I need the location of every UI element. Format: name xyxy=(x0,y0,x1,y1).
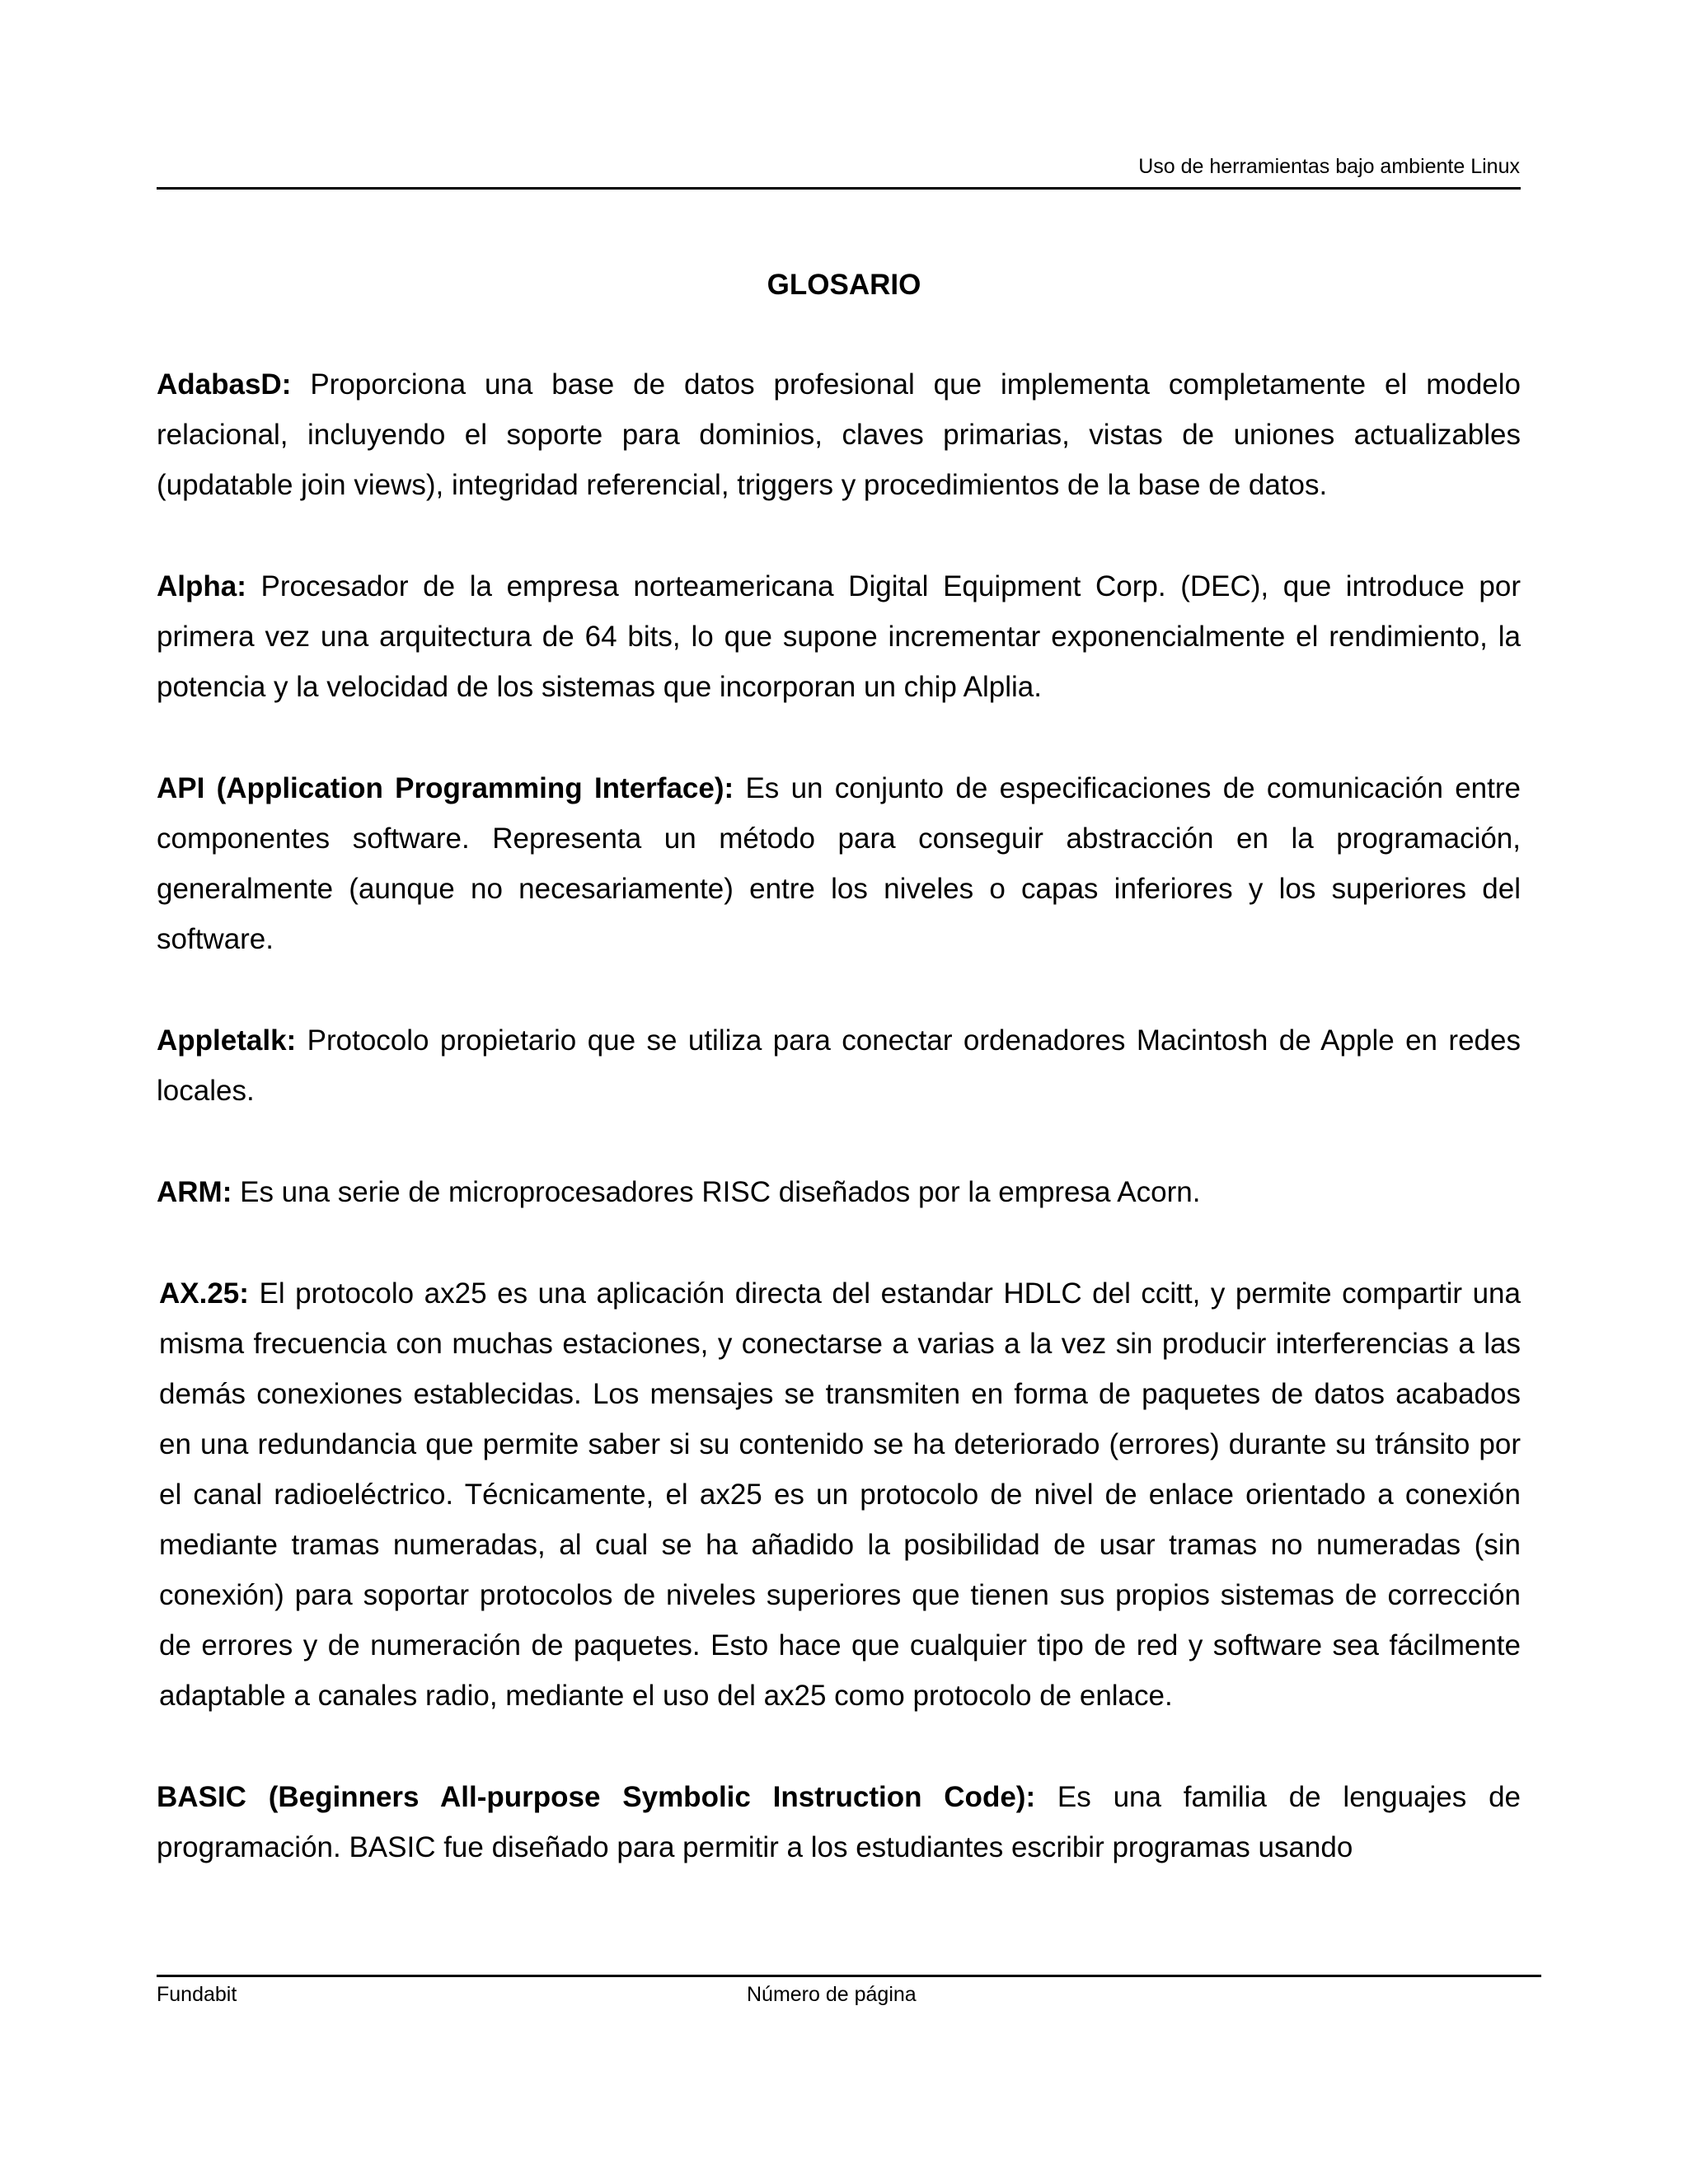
footer-organization: Fundabit xyxy=(157,1983,237,2006)
glossary-term: Appletalk: xyxy=(157,1024,297,1057)
glossary-definition: Es un conjunto de especificaciones de comunicación entre componentes software. Representa un método para conseguir abstracción en la programación, generalmente (aunque no necesariamente) entre los niveles o capas inferiores y los superiores del software. xyxy=(157,772,1521,955)
glossary-term: API (Application Programming Interface): xyxy=(157,772,734,804)
glossary-entry-api xyxy=(157,763,1521,964)
glossary-definition: Proporciona una base de datos profesional que implementa completamente el modelo relacional, incluyendo el soporte para dominios, claves primarias, vistas de uniones actualizables (updatable join views), integridad referencial, triggers y procedimientos de la base de datos. xyxy=(157,368,1521,501)
glossary-definition: Protocolo propietario que se utiliza para conectar ordenadores Macintosh de Apple en redes locales. xyxy=(157,1024,1521,1107)
header-divider xyxy=(157,187,1521,190)
glossary-term: AX.25: xyxy=(159,1277,249,1310)
glossary-entry-alpha xyxy=(157,561,1521,712)
glossary-list xyxy=(157,359,1521,1924)
glossary-term: ARM: xyxy=(157,1176,232,1208)
page-title: GLOSARIO xyxy=(767,269,921,301)
footer-page-number: Número de página xyxy=(747,1983,917,2006)
glossary-definition: Es una familia de lenguajes de programación. BASIC fue diseñado para permitir a los estudiantes escribir programas usando xyxy=(157,1781,1522,1863)
glossary-entry-appletalk xyxy=(157,1015,1521,1116)
glossary-term: Alpha: xyxy=(157,570,246,602)
glossary-entry-ax25 xyxy=(159,1268,1521,1721)
glossary-term: BASIC (Beginners All-purpose Symbolic Instruction Code): xyxy=(157,1781,1036,1813)
glossary-definition: Procesador de la empresa norteamericana Digital Equipment Corp. (DEC), que introduce por primera vez una arquitectura de 64 bits, lo que supone incrementar exponencialmente el rendimiento, la potencia y la velocidad de los sistemas que incorporan un chip Alplia. xyxy=(157,570,1522,703)
glossary-entry-basic xyxy=(157,1772,1521,1872)
glossary-entry-arm xyxy=(157,1167,1521,1217)
footer-divider xyxy=(157,1975,1541,1977)
glossary-term: AdabasD: xyxy=(157,368,292,401)
glossary-definition: Es una serie de microprocesadores RISC diseñados por la empresa Acorn. xyxy=(240,1176,1201,1208)
glossary-definition: El protocolo ax25 es una aplicación directa del estandar HDLC del ccitt, y permite compartir una misma frecuencia con muchas estaciones, y conectarse a varias a la vez sin producir interferencias a las demás conexiones establecidas. Los mensajes se transmiten en forma de paquetes de datos acabados en una redundancia que permite saber si su contenido se ha deteriorado (errores) durante su tránsito por el canal radioeléctrico. Técnicamente, el ax25 es un protocolo de nivel de enlace orientado a conexión mediante tramas numeradas, al cual se ha añadido la posibilidad de usar tramas no numeradas (sin conexión) para soportar protocolos de niveles superiores que tienen sus propios sistemas de corrección de errores y de numeración de paquetes. Esto hace que cualquier tipo de red y software sea fácilmente adaptable a canales radio, mediante el uso del ax25 como protocolo de enlace. xyxy=(159,1277,1521,1712)
running-header: Uso de herramientas bajo ambiente Linux xyxy=(1138,155,1520,178)
glossary-entry-adabasd xyxy=(157,359,1521,510)
